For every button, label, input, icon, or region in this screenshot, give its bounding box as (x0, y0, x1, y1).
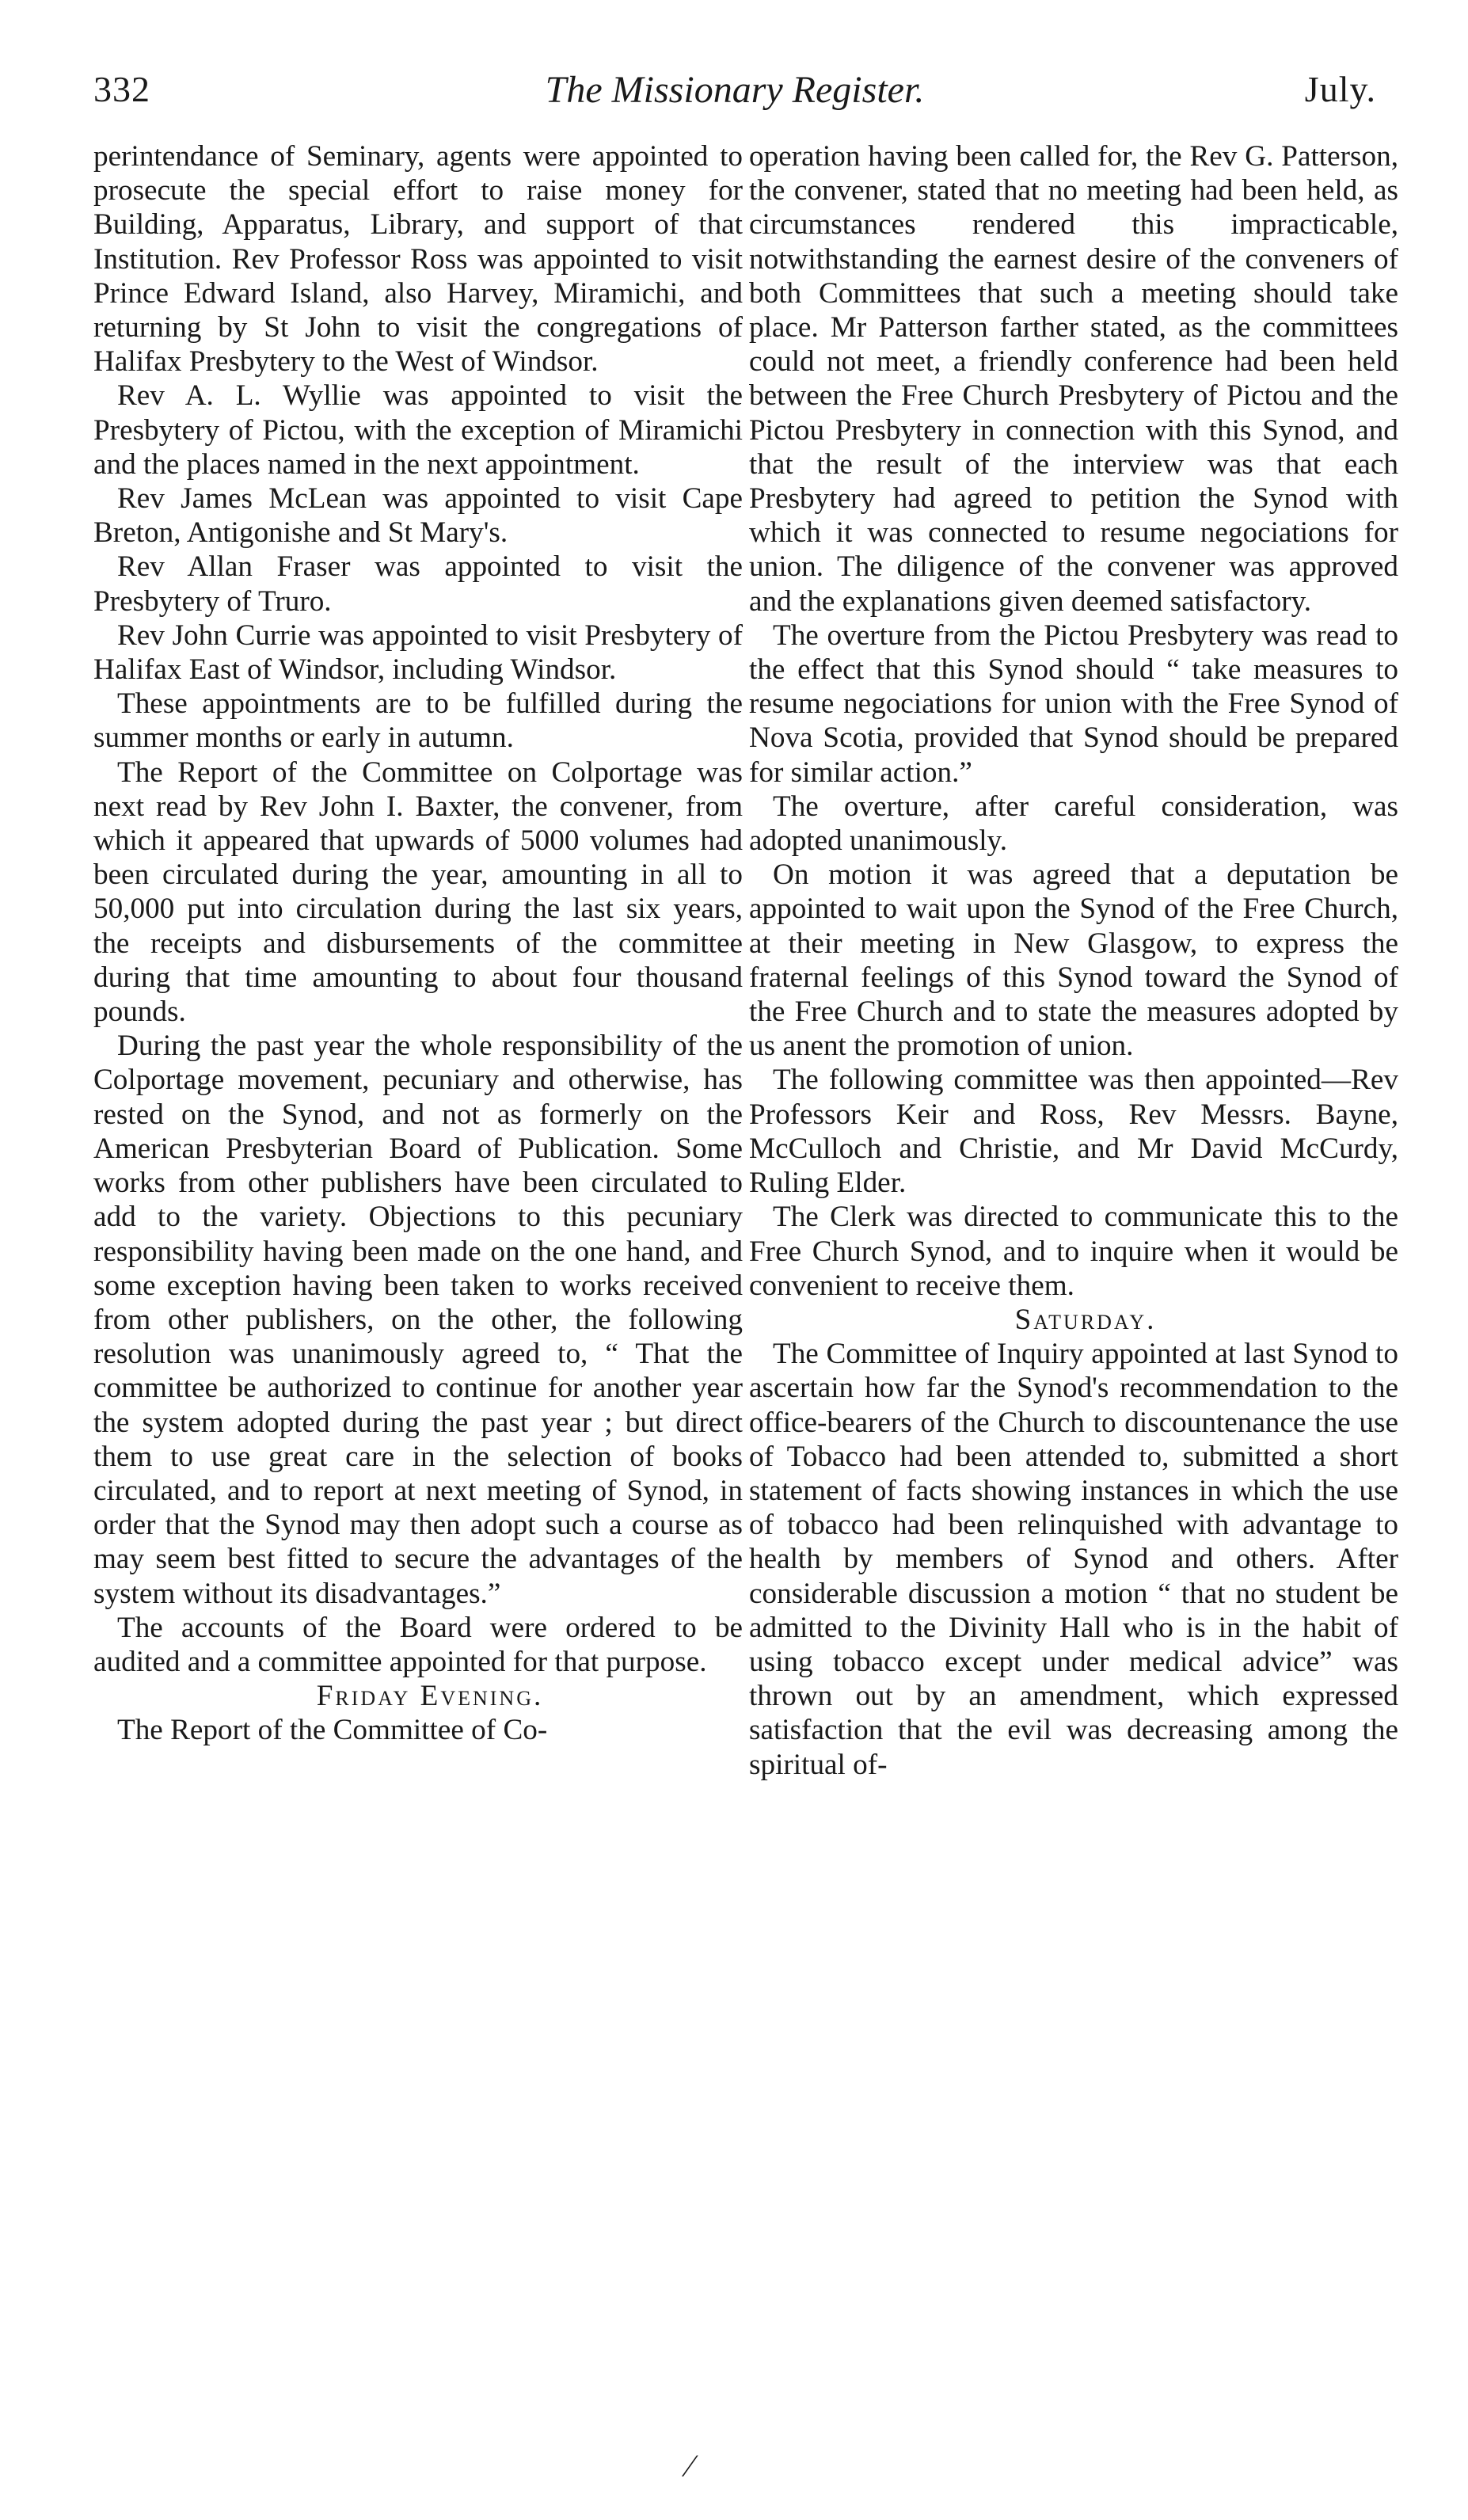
paragraph: The Report of the Committee on Colportage was next read by Rev John I. Baxter, the convener, from which it appeared that upwards of 5000 volumes had been circulated during the year, amounting in all to 50,000 put into circulation during the last six years, the receipts and disbursements of the committee during that time amounting to about four thousand pounds. (93, 756, 743, 1029)
section-heading-saturday: Saturday. (1014, 1303, 1157, 1336)
paragraph: The Report of the Committee of Co- (117, 1714, 548, 1747)
paragraph: These appointments are to be fulfilled during the summer months or early in autumn. (93, 687, 743, 755)
footer-mark: ⁄ (687, 2448, 693, 2484)
running-title: The Missionary Register. (545, 69, 925, 111)
paragraph: perintendance of Seminary, agents were appointed to prosecute the special effort to raise money for Building, Apparatus, Library, and support of that Institution. Rev Professor Ross was appointed to visit Prince Edward Island, also Harvey, Miramichi, and returning by St John to visit the congregations of Halifax Presbytery to the West of Windsor. (93, 140, 743, 379)
paragraph: Rev A. L. Wyllie was appointed to visit the Presbytery of Pictou, with the exception of Miramichi and the places named in the next appointment. (93, 379, 743, 481)
paragraph: Rev James McLean was appointed to visit Cape Breton, Antigonishe and St Mary's. (93, 482, 743, 550)
left-column (93, 139, 743, 1748)
paragraph: The overture, after careful consideration, was adopted unanimously. (749, 790, 1398, 858)
paragraph: operation having been called for, the Rev G. Patterson, the convener, stated that no meeting had been held, as circumstances rendered this impracticable, notwithstanding the earnest desire of the conveners of both Committees that such a meeting should take place. Mr Patterson farther stated, as the committees could not meet, a friendly conference had been held between the Free Church Presbytery of Pictou and the Pictou Presbytery in connection with this Synod, and that the result of the interview was that each Presbytery had agreed to petition the Synod with which it was connected to resume negociations for union. The diligence of the convener was approved and the explanations given deemed satisfactory. (749, 140, 1398, 618)
paragraph: The following committee was then appointed—Rev Professors Keir and Ross, Rev Messrs. Bayne, McCulloch and Christie, and Mr David McCurdy, Ruling Elder. (749, 1064, 1398, 1200)
paragraph: The Clerk was directed to communicate this to the Free Church Synod, and to inquire when it would be convenient to receive them. (749, 1201, 1398, 1302)
paragraph: On motion it was agreed that a deputation be appointed to wait upon the Synod of the Free Church, at their meeting in New Glasgow, to express the fraternal feelings of this Synod toward the Synod of the Free Church and to state the measures adopted by us anent the promotion of union. (749, 858, 1398, 1063)
paragraph: The Committee of Inquiry appointed at last Synod to ascertain how far the Synod's recommendation to the office-bearers of the Church to discountenance the use of Tobacco had been attended to, submitted a short statement of facts showing instances in which the use of tobacco had been relinquished with advantage to health by members of Synod and others. After considerable discussion a motion “ that no student be admitted to the Divinity Hall who is in the habit of using tobacco except under medical advice” was thrown out by an amendment, which expressed satisfaction that the evil was decreasing among the spiritual of- (749, 1338, 1398, 1781)
paragraph: The overture from the Pictou Presbytery was read to the effect that this Synod should “ take measures to resume negociations for union with the Free Synod of Nova Scotia, provided that Synod should be prepared for similar action.” (749, 619, 1398, 789)
paragraph: Rev John Currie was appointed to visit Presbytery of Halifax East of Windsor, including Windsor. (93, 619, 743, 687)
running-month: July. (1304, 69, 1376, 109)
page-header (93, 68, 1376, 131)
paragraph: During the past year the whole responsibility of the Colportage movement, pecuniary and otherwise, has rested on the Synod, and not as formerly on the American Presbyterian Board of Publication. Some works from other publishers have been circulated to add to the variety. Objections to this pecuniary responsibility having been made on the one hand, and some exception having been taken to works received from other publishers, on the other, the following resolution was unanimously agreed to, “ That the committee be authorized to continue for another year the system adopted during the past year ; but direct them to use great care in the selection of books circulated, and to report at next meeting of Synod, in order that the Synod may then adopt such a course as may seem best fitted to secure the advantages of the system without its disadvantages.” (93, 1030, 743, 1610)
right-column (749, 139, 1398, 1782)
section-heading-friday-evening: Friday Evening. (316, 1680, 544, 1713)
page-number: 332 (93, 69, 150, 109)
paragraph: Rev Allan Fraser was appointed to visit the Presbytery of Truro. (93, 550, 743, 618)
paragraph: The accounts of the Board were ordered to be audited and a committee appointed for that purpose. (93, 1611, 743, 1678)
